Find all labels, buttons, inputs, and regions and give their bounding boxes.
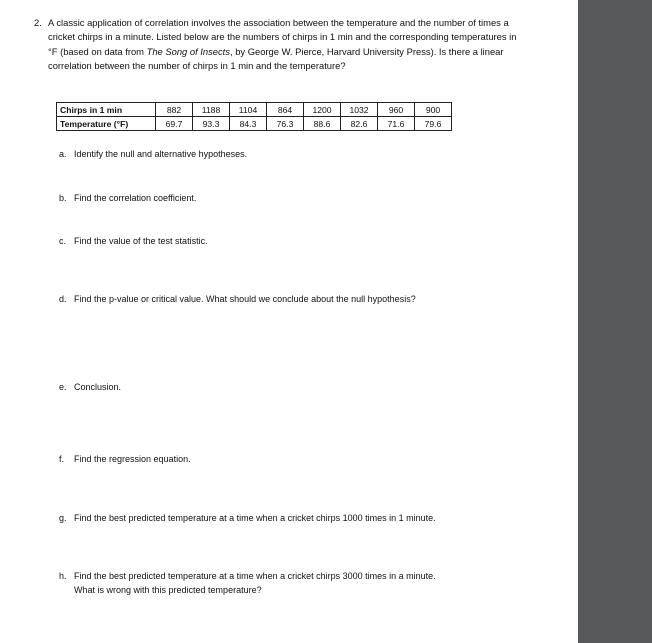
temperature-cell: 93.3	[193, 117, 230, 131]
part-a	[59, 147, 509, 161]
part-h	[59, 569, 509, 597]
chirps-cell: 882	[156, 103, 193, 117]
book-title: The Song of Insects	[146, 45, 230, 57]
part-letter: d.	[59, 294, 67, 304]
part-b	[59, 191, 509, 205]
chirps-cell: 900	[415, 103, 452, 117]
part-letter: h.	[59, 571, 67, 581]
chirps-cell: 1032	[341, 103, 378, 117]
chirps-cell: 960	[378, 103, 415, 117]
temperature-row	[57, 117, 452, 131]
question-intro-part-1: A classic application of correlation involves the association between the temperature and the number of times a cricket chirps in a minute. Listed below are the numbers of chirps in 1 min and the corresponding temperatures in °F (based on data from	[48, 17, 517, 57]
chirps-row	[57, 103, 452, 117]
part-c	[59, 234, 509, 248]
part-text: Find the p-value or critical value. What should we conclude about the null hypothesis?	[74, 294, 416, 304]
question-number: 2.	[34, 17, 42, 28]
part-text-line-2: What is wrong with this predicted temperature?	[74, 585, 262, 595]
chirps-cell: 1200	[304, 103, 341, 117]
part-letter: f.	[59, 454, 65, 464]
data-table	[56, 102, 452, 131]
side-panel	[578, 0, 652, 643]
part-letter: c.	[59, 236, 67, 246]
temperature-cell: 88.6	[304, 117, 341, 131]
part-e	[59, 380, 509, 394]
temperature-cell: 76.3	[267, 117, 304, 131]
temperature-cell: 82.6	[341, 117, 378, 131]
temperature-row-label: Temperature (°F)	[57, 117, 156, 131]
part-g	[59, 511, 509, 525]
part-text: Find the correlation coefficient.	[74, 193, 197, 203]
chirps-cell: 864	[267, 103, 304, 117]
chirps-cell: 1104	[230, 103, 267, 117]
question-2	[34, 16, 518, 73]
temperature-cell: 79.6	[415, 117, 452, 131]
part-text: Find the best predicted temperature at a time when a cricket chirps 1000 times in 1 minute.	[74, 513, 436, 523]
part-f	[59, 452, 509, 466]
part-text: Identify the null and alternative hypotheses.	[74, 149, 248, 159]
part-letter: a.	[59, 149, 67, 159]
temperature-cell: 71.6	[378, 117, 415, 131]
question-text	[48, 16, 518, 73]
part-text: Find the regression equation.	[74, 454, 191, 464]
part-letter: b.	[59, 193, 67, 203]
part-letter: e.	[59, 382, 67, 392]
chirps-cell: 1188	[193, 103, 230, 117]
part-text: Find the best predicted temperature at a time when a cricket chirps 3000 times in a minute.	[74, 571, 436, 581]
question-intro-part-2: , by George W. Pierce, Harvard University Press). Is there a linear correlation between the number of chirps in 1 min and the temperature?	[48, 45, 504, 71]
part-d	[59, 292, 509, 306]
temperature-cell: 84.3	[230, 117, 267, 131]
part-text: Conclusion.	[74, 382, 122, 392]
part-text: Find the value of the test statistic.	[74, 236, 208, 246]
part-letter: g.	[59, 513, 67, 523]
temperature-cell: 69.7	[156, 117, 193, 131]
chirps-row-label: Chirps in 1 min	[57, 103, 156, 117]
